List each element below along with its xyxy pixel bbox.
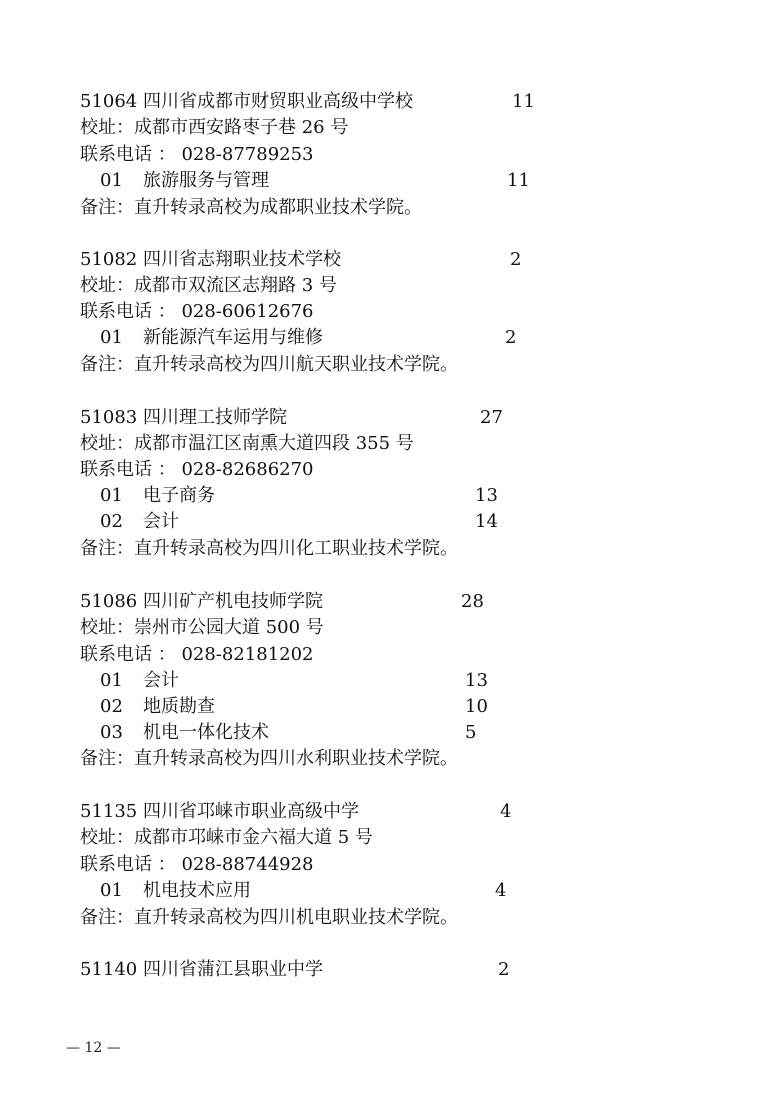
major-code: 01 xyxy=(100,170,123,191)
school-title: 51083 四川理工技师学院 xyxy=(80,407,287,428)
school-phone: 联系电话 ： 028-88744928 xyxy=(80,854,314,875)
major-quota: 13 xyxy=(475,485,498,506)
school-address: 校址：成都市西安路枣子巷 26 号 xyxy=(80,117,349,138)
school-note: 备注：直升转录高校为四川航天职业技术学院。 xyxy=(80,354,458,375)
school-quota: 2 xyxy=(510,249,522,270)
school-note: 备注：直升转录高校为四川化工职业技术学院。 xyxy=(80,538,458,559)
major-name: 新能源汽车运用与维修 xyxy=(143,327,323,348)
school-title: 51082 四川省志翔职业技术学校 xyxy=(80,249,341,270)
school-note: 备注：直升转录高校为四川机电职业技术学院。 xyxy=(80,907,458,928)
major-code: 03 xyxy=(100,722,123,743)
school-quota: 27 xyxy=(480,407,503,428)
major-name: 会计 xyxy=(143,511,179,532)
school-note: 备注：直升转录高校为四川水利职业技术学院。 xyxy=(80,748,458,769)
school-title: 51135 四川省邛崃市职业高级中学 xyxy=(80,801,359,822)
major-code: 01 xyxy=(100,880,123,901)
school-address: 校址：成都市邛崃市金六福大道 5 号 xyxy=(80,827,373,848)
school-title: 51086 四川矿产机电技师学院 xyxy=(80,591,323,612)
school-quota: 2 xyxy=(498,959,510,980)
school-phone: 联系电话 ： 028-60612676 xyxy=(80,301,314,322)
school-phone: 联系电话 ： 028-82686270 xyxy=(80,459,314,480)
school-header xyxy=(80,89,535,115)
major-quota: 5 xyxy=(465,722,477,743)
major-name: 会计 xyxy=(143,670,179,691)
school-header xyxy=(80,589,484,615)
major-name: 旅游服务与管理 xyxy=(143,170,269,191)
major-name: 地质勘查 xyxy=(143,696,215,717)
school-address: 校址：成都市双流区志翔路 3 号 xyxy=(80,275,337,296)
major-quota: 14 xyxy=(475,511,498,532)
school-quota: 11 xyxy=(512,91,535,112)
major-quota: 10 xyxy=(465,696,488,717)
major-code: 02 xyxy=(100,696,123,717)
major-quota: 2 xyxy=(505,327,517,348)
school-header xyxy=(80,957,510,983)
page-number: — 12 — xyxy=(66,1040,121,1056)
school-quota: 4 xyxy=(500,801,512,822)
major-code: 02 xyxy=(100,511,123,532)
major-name: 电子商务 xyxy=(143,485,215,506)
school-phone: 联系电话 ： 028-87789253 xyxy=(80,144,314,165)
school-header xyxy=(80,405,503,431)
major-code: 01 xyxy=(100,327,123,348)
school-phone: 联系电话 ： 028-82181202 xyxy=(80,644,314,665)
major-name: 机电技术应用 xyxy=(143,880,251,901)
major-code: 01 xyxy=(100,485,123,506)
school-quota: 28 xyxy=(461,591,484,612)
school-address: 校址：成都市温江区南熏大道四段 355 号 xyxy=(80,433,414,454)
major-quota: 13 xyxy=(465,670,488,691)
school-title: 51140 四川省蒲江县职业中学 xyxy=(80,959,323,980)
school-header xyxy=(80,799,512,825)
major-quota: 11 xyxy=(507,170,530,191)
major-code: 01 xyxy=(100,670,123,691)
school-address: 校址：崇州市公园大道 500 号 xyxy=(80,617,324,638)
school-header xyxy=(80,247,522,273)
school-note: 备注：直升转录高校为成都职业技术学院。 xyxy=(80,197,422,218)
school-title: 51064 四川省成都市财贸职业高级中学校 xyxy=(80,91,413,112)
major-quota: 4 xyxy=(495,880,507,901)
major-name: 机电一体化技术 xyxy=(143,722,269,743)
